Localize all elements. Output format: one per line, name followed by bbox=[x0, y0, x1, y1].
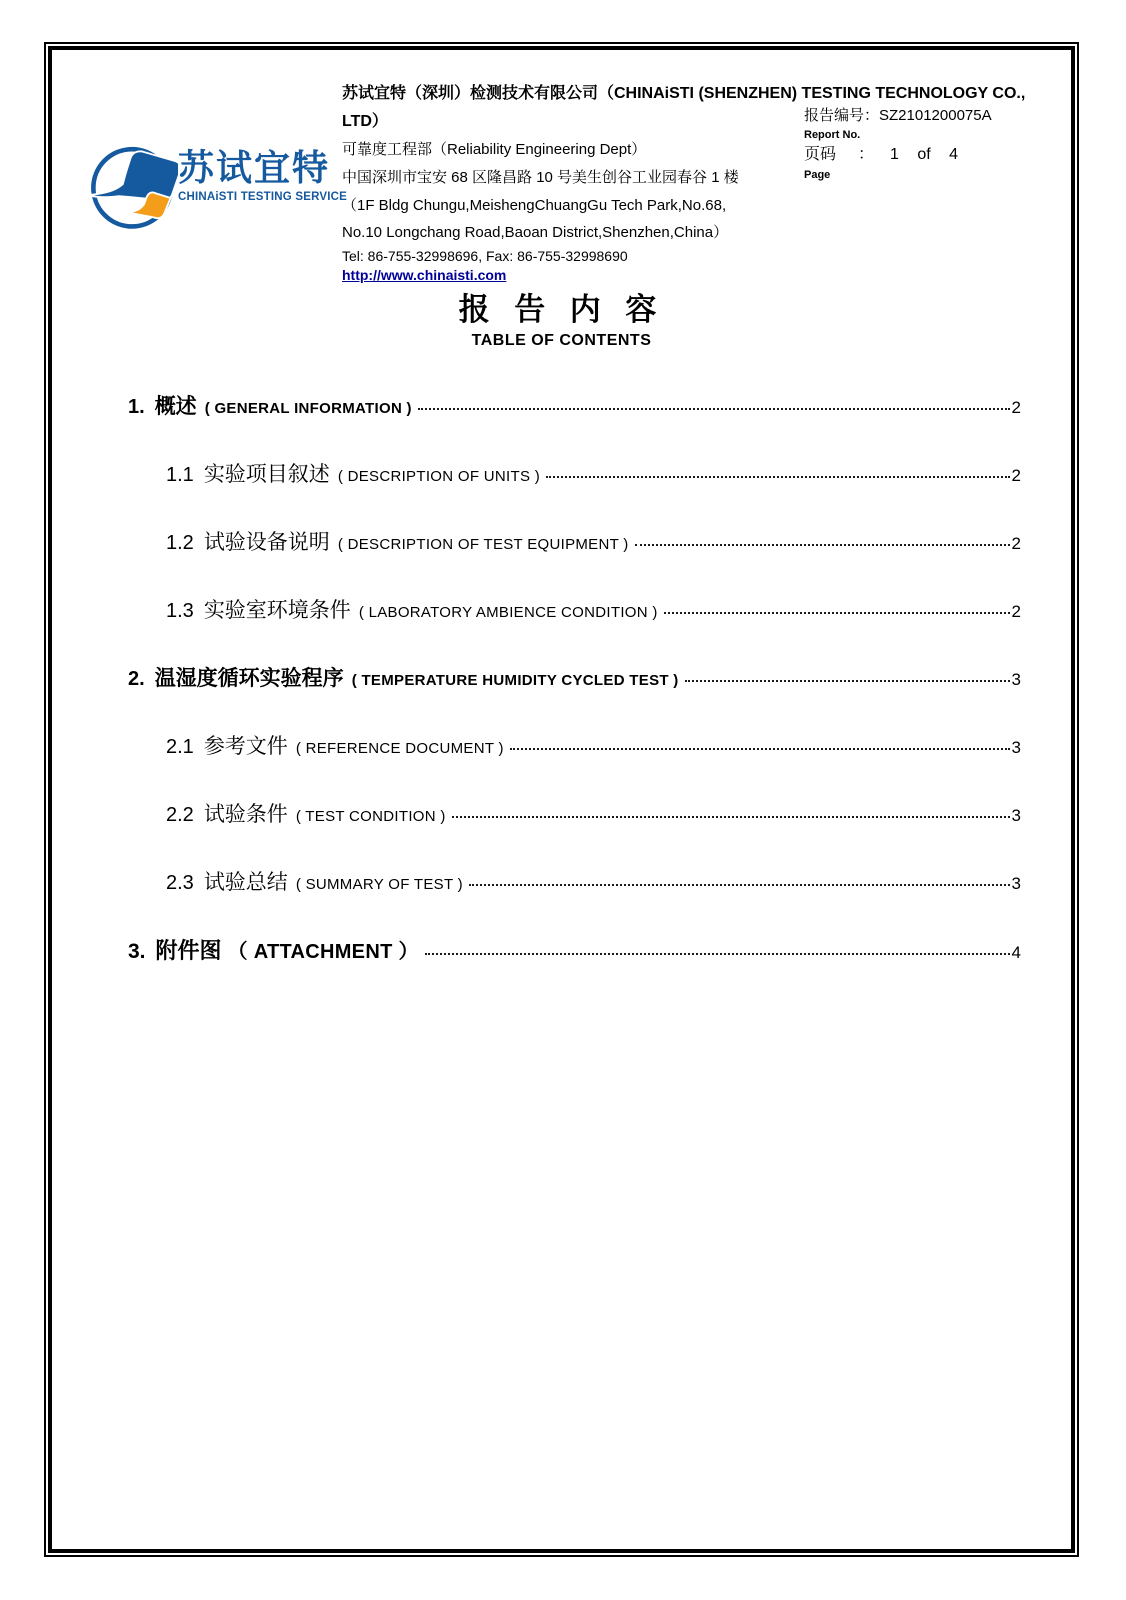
toc-entry-title-cn: 概述 bbox=[154, 395, 197, 418]
page-label-en: Page bbox=[804, 169, 831, 181]
dot-leader bbox=[510, 748, 1010, 750]
toc-entry-number: 1.1 bbox=[166, 464, 194, 486]
toc-entry-title-en: ( LABORATORY AMBIENCE CONDITION ) bbox=[358, 604, 658, 621]
toc-entry-title-cn: 试验设备说明 bbox=[203, 531, 330, 554]
company-title-line1: 苏试宜特（深圳）检测技术有限公司（CHINAiSTI (SHENZHEN) TESTING TECHNOLOGY CO., bbox=[342, 85, 1026, 102]
report-no-label: 报告编号： bbox=[804, 107, 880, 124]
toc-entry-title-cn: 实验项目叙述 bbox=[203, 463, 330, 486]
toc-entry bbox=[128, 526, 1021, 556]
address-cn: 中国深圳市宝安 68 区隆昌路 10 号美生创谷工业园春谷 1 楼 bbox=[342, 169, 739, 186]
dot-leader bbox=[664, 612, 1010, 614]
toc-entry-title-en: ( SUMMARY OF TEST ) bbox=[295, 876, 463, 893]
toc-entry bbox=[128, 866, 1021, 896]
dot-leader bbox=[635, 544, 1010, 546]
address-en-line1: （1F Bldg Chungu,MeishengChuangGu Tech Park,No.68, bbox=[342, 197, 727, 214]
toc-entry-title-en: ( DESCRIPTION OF TEST EQUIPMENT ) bbox=[337, 536, 629, 553]
toc-entry bbox=[128, 798, 1021, 828]
toc-entry-title-cn: 附件图 bbox=[155, 938, 222, 963]
toc-entry-page: 3 bbox=[1011, 738, 1021, 757]
website-link[interactable]: http://www.chinaisti.com bbox=[342, 267, 507, 283]
report-no-label-en: Report No. bbox=[804, 129, 861, 141]
dot-leader bbox=[425, 953, 1010, 955]
dot-leader bbox=[469, 884, 1010, 886]
logo-text bbox=[178, 146, 348, 204]
toc-entry-number: 2.3 bbox=[166, 872, 194, 894]
dot-leader bbox=[685, 680, 1010, 682]
toc-entry-title-en: ( REFERENCE DOCUMENT ) bbox=[295, 740, 504, 757]
table-of-contents bbox=[52, 390, 1071, 964]
dot-leader bbox=[418, 408, 1010, 410]
toc-entry-number: 2.1 bbox=[166, 736, 194, 758]
report-no-row bbox=[804, 106, 1044, 126]
toc-title-cn: 报 告 内 容 bbox=[458, 292, 665, 327]
logo-name-cn: 苏试宜特 bbox=[178, 147, 331, 188]
toc-entry-title-cn: 参考文件 bbox=[203, 735, 288, 758]
department-line: 可靠度工程部（Reliability Engineering Dept） bbox=[342, 141, 647, 158]
report-page bbox=[52, 50, 1071, 1549]
toc-entry-page: 2 bbox=[1011, 602, 1021, 621]
report-header bbox=[52, 50, 1071, 290]
page-value: 1 of 4 bbox=[890, 146, 959, 163]
toc-entry bbox=[128, 458, 1021, 488]
toc-entry-page: 2 bbox=[1011, 534, 1021, 553]
toc-entry bbox=[128, 662, 1021, 692]
website-line bbox=[342, 267, 1007, 283]
toc-entry-number: 1. bbox=[128, 396, 145, 418]
toc-entry-page: 2 bbox=[1011, 466, 1021, 485]
address-en-line2: No.10 Longchang Road,Baoan District,Shenzhen,China） bbox=[342, 224, 729, 241]
page-number-row bbox=[804, 144, 1044, 166]
toc-entry-title-cn: 实验室环境条件 bbox=[203, 599, 351, 622]
company-title-line2: LTD） bbox=[342, 113, 388, 130]
toc-entry-page: 3 bbox=[1011, 874, 1021, 893]
toc-entry-page: 2 bbox=[1011, 398, 1021, 417]
page-colon: ： bbox=[858, 146, 875, 163]
report-info-block bbox=[804, 106, 1044, 184]
toc-entry-title-en: ( TEST CONDITION ) bbox=[295, 808, 446, 825]
tel-fax-line: Tel: 86-755-32998696, Fax: 86-755-32998690 bbox=[342, 248, 628, 264]
toc-entry-number: 1.3 bbox=[166, 600, 194, 622]
toc-entry-number: 2.2 bbox=[166, 804, 194, 826]
dot-leader bbox=[452, 816, 1010, 818]
toc-entry-title-en: （ ATTACHMENT ） bbox=[227, 941, 419, 963]
toc-entry-number: 3. bbox=[128, 940, 146, 963]
report-no-value: SZ2101200075A bbox=[879, 107, 992, 124]
toc-entry-page: 3 bbox=[1011, 670, 1021, 689]
toc-entry bbox=[128, 730, 1021, 760]
toc-title-en: TABLE OF CONTENTS bbox=[471, 332, 652, 349]
company-logo bbox=[86, 136, 348, 236]
toc-entry-page: 4 bbox=[1011, 943, 1021, 962]
page-border-outer bbox=[44, 42, 1079, 1557]
toc-entry bbox=[128, 934, 1021, 964]
toc-entry-title-en: ( TEMPERATURE HUMIDITY CYCLED TEST ) bbox=[351, 672, 679, 689]
toc-entry-title-en: ( GENERAL INFORMATION ) bbox=[204, 400, 412, 417]
toc-entry bbox=[128, 390, 1021, 420]
dot-leader bbox=[546, 476, 1010, 478]
toc-entry bbox=[128, 594, 1021, 624]
toc-entry-page: 3 bbox=[1011, 806, 1021, 825]
page-label: 页码 bbox=[804, 146, 837, 163]
toc-entry-title-cn: 试验条件 bbox=[203, 803, 288, 826]
toc-entry-title-en: ( DESCRIPTION OF UNITS ) bbox=[337, 468, 541, 485]
chinaisti-logo-icon bbox=[86, 140, 178, 232]
logo-name-en: CHINAiSTI TESTING SERVICE bbox=[178, 191, 348, 203]
toc-entry-number: 2. bbox=[128, 668, 145, 690]
page-border-inner bbox=[48, 46, 1075, 1553]
toc-entry-title-cn: 试验总结 bbox=[203, 871, 288, 894]
toc-entry-title-cn: 温湿度循环实验程序 bbox=[154, 667, 344, 690]
toc-entry-number: 1.2 bbox=[166, 532, 194, 554]
